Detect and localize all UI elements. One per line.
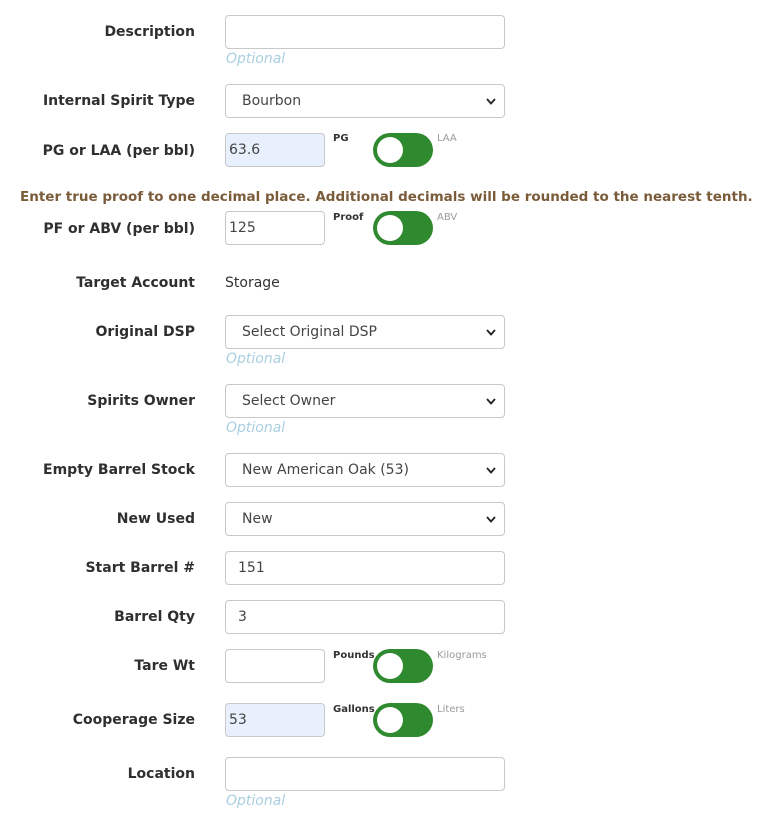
pg-laa-label: PG or LAA (per bbl) (42, 143, 195, 159)
empty-barrel-stock-select[interactable] (225, 453, 505, 487)
pounds-unit-label: Pounds (333, 650, 375, 661)
chevron-down-icon (484, 503, 498, 535)
original-dsp-value: Select Original DSP (242, 324, 377, 340)
description-input[interactable] (225, 15, 505, 49)
pf-abv-input[interactable] (225, 211, 325, 245)
pf-abv-label: PF or ABV (per bbl) (43, 221, 195, 237)
internal-spirit-type-select[interactable] (225, 84, 505, 118)
new-used-label: New Used (116, 511, 195, 527)
abv-unit-label: ABV (437, 212, 458, 223)
chevron-down-icon (484, 454, 498, 486)
description-optional-hint: Optional (226, 51, 286, 67)
toggle-knob (377, 653, 403, 679)
pg-laa-toggle[interactable] (373, 133, 433, 167)
target-account-value: Storage (225, 275, 280, 291)
original-dsp-select[interactable] (225, 315, 505, 349)
new-used-value: New (242, 511, 273, 527)
toggle-knob (377, 137, 403, 163)
target-account-label: Target Account (76, 275, 195, 291)
toggle-knob (377, 707, 403, 733)
proof-precision-warning: Enter true proof to one decimal place. Additional decimals will be rounded to the nearest tenth. (20, 189, 753, 205)
kilograms-unit-label: Kilograms (437, 650, 487, 661)
empty-barrel-stock-label: Empty Barrel Stock (43, 462, 195, 478)
tare-wt-input[interactable] (225, 649, 325, 683)
spirits-owner-optional-hint: Optional (226, 420, 286, 436)
cooperage-size-label: Cooperage Size (72, 712, 195, 728)
liters-unit-label: Liters (437, 704, 465, 715)
pg-unit-label: PG (333, 133, 349, 144)
internal-spirit-type-label: Internal Spirit Type (42, 93, 195, 109)
tare-wt-unit-toggle[interactable] (373, 649, 433, 683)
cooperage-size-unit-toggle[interactable] (373, 703, 433, 737)
spirits-owner-label: Spirits Owner (87, 393, 195, 409)
chevron-down-icon (484, 385, 498, 417)
new-used-select[interactable] (225, 502, 505, 536)
spirits-owner-select[interactable] (225, 384, 505, 418)
description-label: Description (104, 24, 195, 40)
internal-spirit-type-value: Bourbon (242, 93, 302, 109)
location-input[interactable] (225, 757, 505, 791)
original-dsp-optional-hint: Optional (226, 351, 286, 367)
tare-wt-label: Tare Wt (134, 658, 195, 674)
spirits-owner-value: Select Owner (242, 393, 336, 409)
gallons-unit-label: Gallons (333, 704, 375, 715)
laa-unit-label: LAA (437, 133, 457, 144)
empty-barrel-stock-value: New American Oak (53) (242, 462, 409, 478)
cooperage-size-input[interactable] (225, 703, 325, 737)
barrel-qty-input[interactable] (225, 600, 505, 634)
toggle-knob (377, 215, 403, 241)
barrel-qty-label: Barrel Qty (114, 609, 195, 625)
start-barrel-label: Start Barrel # (85, 560, 195, 576)
chevron-down-icon (484, 85, 498, 117)
pg-laa-input[interactable] (225, 133, 325, 167)
start-barrel-input[interactable] (225, 551, 505, 585)
pf-abv-toggle[interactable] (373, 211, 433, 245)
chevron-down-icon (484, 316, 498, 348)
original-dsp-label: Original DSP (95, 324, 195, 340)
location-optional-hint: Optional (226, 793, 286, 809)
location-label: Location (127, 766, 195, 782)
proof-unit-label: Proof (333, 212, 364, 223)
